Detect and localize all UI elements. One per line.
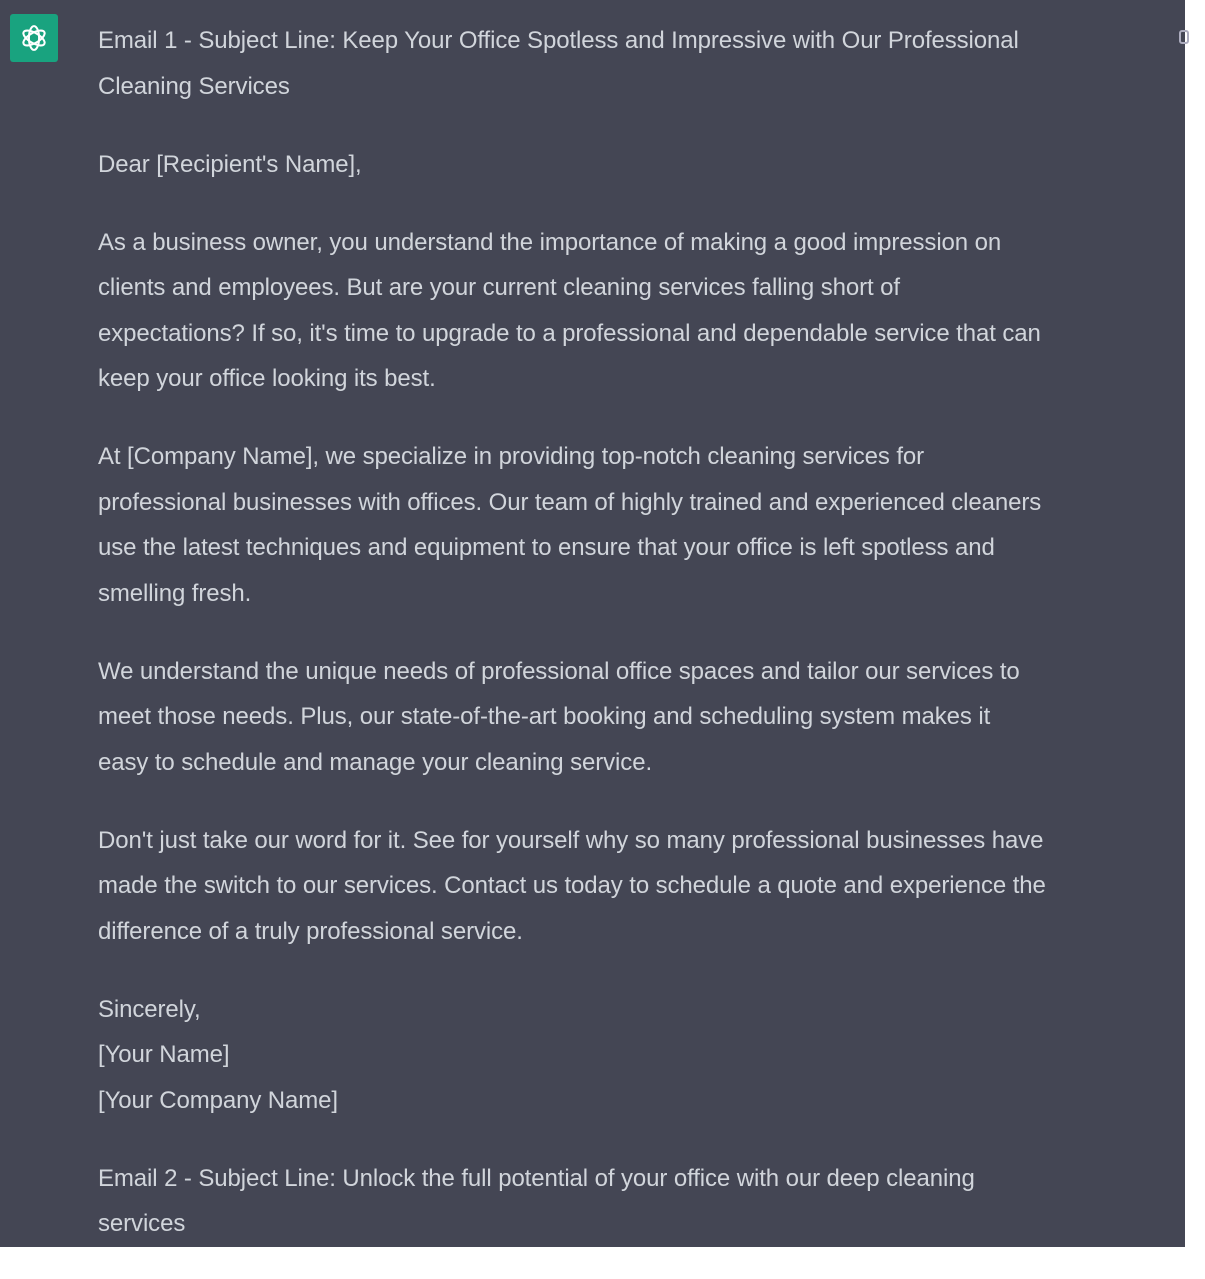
text-line: made the switch to our services. Contact us today to schedule a quote and experience the	[98, 872, 1046, 899]
copy-icon[interactable]	[1179, 30, 1189, 44]
text-line: Cleaning Services	[98, 72, 290, 100]
text-line: expectations? If so, it's time to upgrade to a professional and dependable service that can	[98, 319, 1041, 347]
text-line: Dear [Recipient's Name],	[98, 150, 362, 178]
text-line: difference of a truly professional service.	[98, 917, 523, 945]
text-line: As a business owner, you understand the importance of making a good impression on	[98, 228, 1002, 256]
message-paragraph	[98, 18, 1178, 109]
message-paragraph	[98, 220, 1178, 402]
text-line: meet those needs. Plus, our state-of-the-art booking and scheduling system makes it	[98, 703, 991, 730]
text-line: Sincerely,	[98, 995, 201, 1023]
text-line: We understand the unique needs of professional office spaces and tailor our services to	[98, 657, 1020, 685]
text-line: easy to schedule and manage your cleaning service.	[98, 748, 653, 776]
text-line: [Your Company Name]	[98, 1086, 338, 1114]
message-paragraph	[98, 142, 1178, 188]
message-content	[98, 18, 1178, 1279]
message-paragraph	[98, 987, 1178, 1124]
text-line: professional businesses with offices. Our team of highly trained and experienced cleaners	[98, 488, 1042, 516]
text-line: Don't just take our word for it. See for yourself why so many professional businesses have	[98, 826, 1044, 854]
message-paragraph	[98, 1156, 1178, 1247]
text-line: use the latest techniques and equipment to ensure that your office is left spotless and	[98, 534, 995, 561]
text-line: clients and employees. But are your current cleaning services falling short of	[98, 274, 900, 301]
openai-logo-icon	[10, 14, 58, 62]
text-line: smelling fresh.	[98, 579, 252, 607]
text-line: Email 1 - Subject Line: Keep Your Office Spotless and Impressive with Our Professional	[98, 27, 1019, 54]
text-line: services	[98, 1210, 186, 1237]
message-paragraph	[98, 434, 1178, 616]
text-line: At [Company Name], we specialize in providing top-notch cleaning services for	[98, 443, 925, 470]
message-paragraph	[98, 818, 1178, 955]
text-line: [Your Name]	[98, 1041, 230, 1068]
text-line: keep your office looking its best.	[98, 365, 436, 392]
text-line: Email 2 - Subject Line: Unlock the full potential of your office with our deep cleaning	[98, 1164, 975, 1192]
message-paragraph	[98, 649, 1178, 786]
